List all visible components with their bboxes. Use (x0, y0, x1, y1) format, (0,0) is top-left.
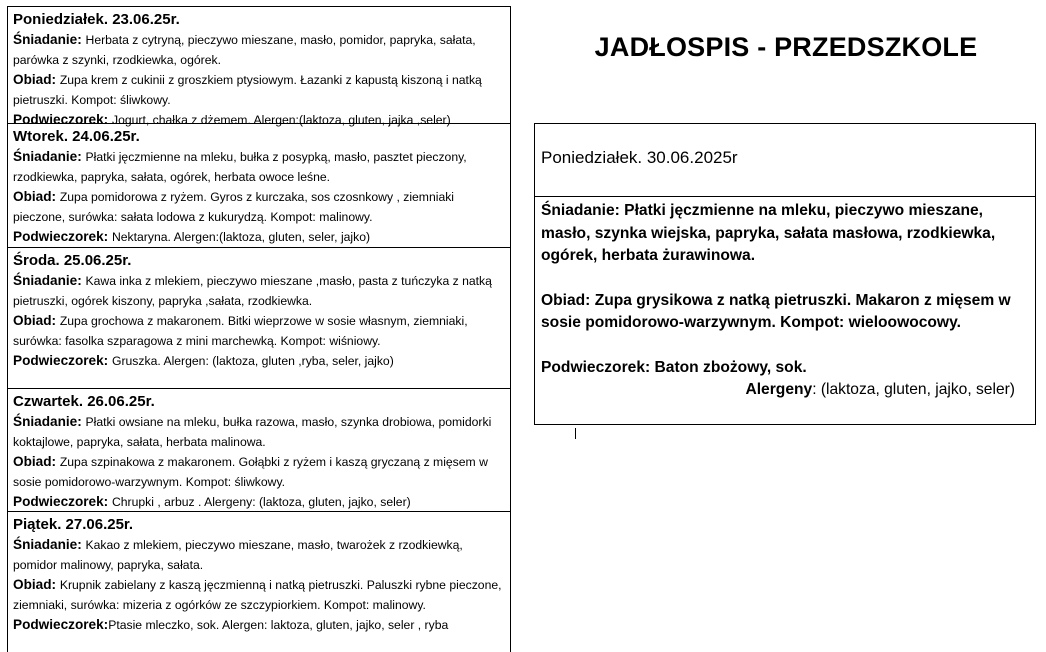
snack-text: Ptasie mleczko, sok. Alergen: laktoza, gluten, jajko, seler , ryba (108, 618, 449, 633)
weekly-menu-table (7, 6, 511, 652)
breakfast-row (13, 535, 506, 575)
snack-text: Gruszka. Alergen: (laktoza, gluten ,ryba, seler, jajko) (111, 354, 394, 369)
breakfast-row (13, 147, 506, 187)
featured-allergens (541, 379, 1029, 402)
featured-day-content (535, 197, 1035, 402)
featured-lunch: Obiad: Zupa grysikowa z natką pietruszki. Makaron z mięsem w sosie pomidorowo-warzywnym. Kompot: wieloowocowy. (541, 291, 1011, 331)
day-title: Wtorek. 24.06.25r. (13, 128, 140, 145)
featured-day-box (534, 123, 1036, 425)
lunch-text: Zupa grochowa z makaronem. Bitki wieprzowe w sosie własnym, ziemniaki, surówka: fasolka szparagowa z mini marchewką. Kompot: wiśniowy. (13, 314, 468, 348)
day-title: Piątek. 27.06.25r. (13, 516, 134, 533)
lunch-row (13, 575, 506, 615)
day-title: Czwartek. 26.06.25r. (13, 393, 155, 410)
snack-label: Podwieczorek: (13, 494, 112, 510)
snack-row (13, 492, 506, 513)
snack-label: Podwieczorek: (13, 617, 109, 633)
snack-row (13, 351, 506, 372)
lunch-label: Obiad: (13, 72, 60, 88)
breakfast-label: Śniadanie: (13, 537, 86, 552)
day-title: Środa. 25.06.25r. (13, 252, 132, 269)
allergen-text: : (laktoza, gluten, jajko, seler) (812, 381, 1015, 398)
breakfast-text: Herbata z cytryną, pieczywo mieszane, masło, pomidor, papryka, sałata, parówka z szynki, rzodkiewka, ogórek. (13, 33, 476, 67)
breakfast-text: Płatki owsiane na mleku, bułka razowa, masło, szynka drobiowa, pomidorki koktajlowe, papryka, sałata, herbata malinowa. (13, 415, 492, 449)
menu-day-monday (8, 7, 510, 128)
allergen-label: Alergeny (745, 381, 813, 398)
lunch-row (13, 452, 506, 492)
snack-label: Podwieczorek: (13, 229, 112, 245)
lunch-label: Obiad: (13, 313, 60, 329)
day-title: Poniedziałek. 23.06.25r. (13, 11, 180, 28)
page-title: JADŁOSPIS - PRZEDSZKOLE (594, 32, 978, 62)
snack-text: Nektaryna. Alergen:(laktoza, gluten, seler, jajko) (111, 230, 371, 245)
lunch-label: Obiad: (13, 189, 60, 205)
lunch-text: Zupa krem z cukinii z groszkiem ptysiowym. Łazanki z kapustą kiszoną i natką pietruszki. Kompot: śliwkowy. (13, 73, 482, 107)
breakfast-row (13, 271, 506, 311)
lunch-text: Zupa pomidorowa z ryżem. Gyros z kurczaka, sos czosnkowy , ziemniaki pieczone, surówka: sałata lodowa z kukurydzą. Kompot: malinowy. (13, 190, 455, 224)
lunch-row (13, 70, 506, 110)
breakfast-row (13, 30, 506, 70)
menu-day-tuesday (8, 124, 510, 248)
lunch-text: Krupnik zabielany z kaszą jęczmienną i natką pietruszki. Paluszki rybne pieczone, ziemniaki, surówka: mizeria z ogórków ze szczypiorkiem. Kompot: malinowy. (13, 578, 502, 612)
lunch-text: Zupa szpinakowa z makaronem. Gołąbki z ryżem i kaszą gryczaną z mięsem w sosie pomidorowo-warzywnym. Kompot: śliwkowy. (13, 455, 488, 489)
menu-day-thursday (8, 389, 510, 512)
breakfast-text: Płatki jęczmienne na mleku, bułka z posypką, masło, pasztet pieczony, rzodkiewka, papryka, sałata, ogórek, herbata owoce leśne. (13, 150, 467, 184)
menu-day-wednesday (8, 248, 510, 389)
snack-row (13, 615, 506, 636)
menu-day-friday (8, 512, 510, 652)
text-cursor (575, 428, 576, 439)
featured-breakfast: Śniadanie: Płatki jęczmienne na mleku, pieczywo mieszane, masło, szynka wiejska, papryka, sałata masłowa, rzodkiewka, ogórek, herbata żurawinowa. (541, 202, 996, 264)
breakfast-label: Śniadanie: (13, 414, 86, 429)
breakfast-label: Śniadanie: (13, 273, 86, 288)
breakfast-label: Śniadanie: (13, 149, 86, 164)
lunch-label: Obiad: (13, 454, 60, 470)
snack-label: Podwieczorek: (13, 353, 112, 369)
breakfast-text: Kakao z mlekiem, pieczywo mieszane, masło, twarożek z rzodkiewką, pomidor malinowy, papryka, sałata. (13, 538, 463, 572)
lunch-label: Obiad: (13, 577, 60, 593)
lunch-row (13, 311, 506, 351)
snack-text: Chrupki , arbuz . Alergeny: (laktoza, gluten, jajko, seler) (111, 495, 411, 510)
snack-label: Podwieczorek: (13, 112, 112, 128)
lunch-row (13, 187, 506, 227)
snack-row (13, 227, 506, 248)
featured-day-title: Poniedziałek. 30.06.2025r (535, 124, 1035, 197)
featured-snack: Podwieczorek: Baton zbożowy, sok. (541, 358, 807, 376)
breakfast-text: Kawa inka z mlekiem, pieczywo mieszane ,masło, pasta z tuńczyka z natką pietruszki, ogórek kiszony, papryka ,sałata, rzodkiewka. (13, 274, 492, 308)
breakfast-row (13, 412, 506, 452)
snack-text: Jogurt, chałka z dżemem. Alergen:(laktoza, gluten, jajka ,seler) (111, 113, 451, 128)
breakfast-label: Śniadanie: (13, 32, 86, 47)
